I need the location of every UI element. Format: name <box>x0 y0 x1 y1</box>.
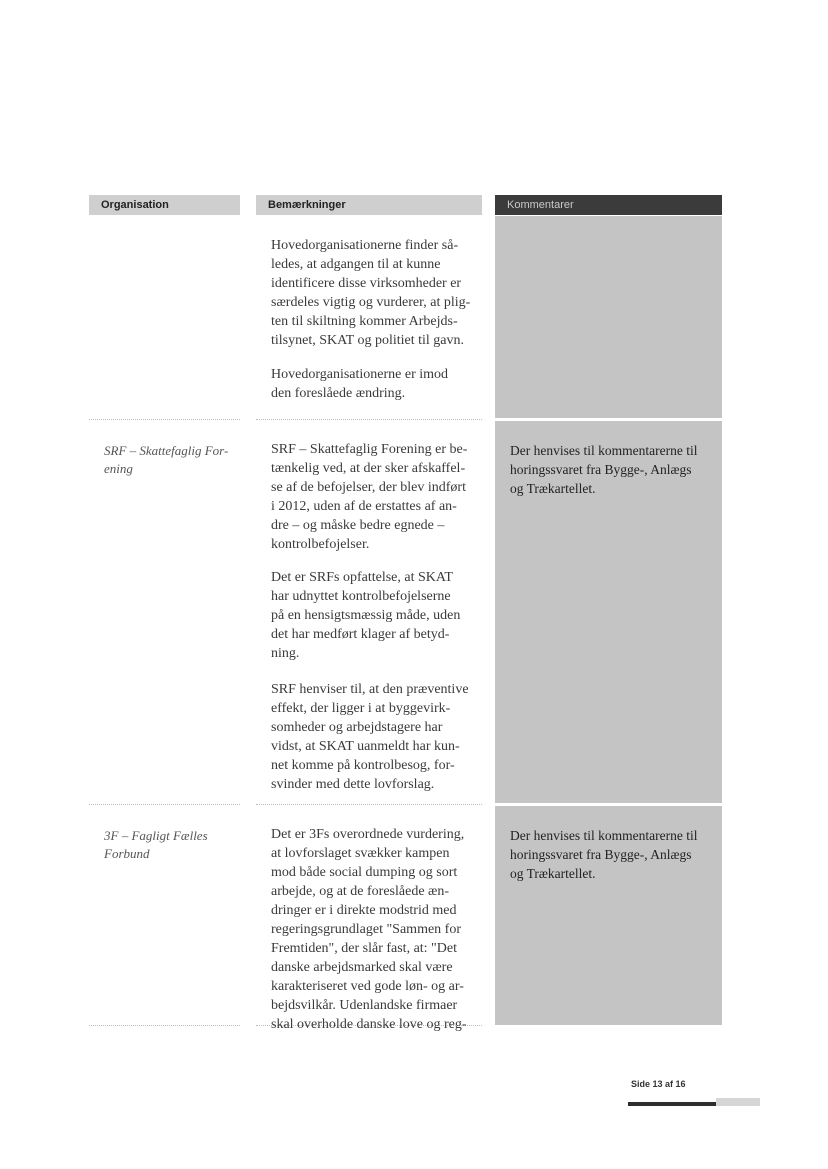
header-kommentarer: Kommentarer <box>495 195 722 215</box>
header-bemaerkninger: Bemærkninger <box>256 195 482 215</box>
page-number: Side 13 af 16 <box>631 1079 686 1089</box>
row-separator <box>256 419 482 420</box>
bemaerkning-paragraph: Det er 3Fs overordnede vurdering, at lovforslaget svækker kampen mod både social dumping og sort arbejde, og at de foreslåede æn- dringer er i direkte modstrid med regeringsgrundlaget "Sammen for Fremtiden", der slår fast, at: "Det danske arbejdsmarked skal være karakteriseret ved gode løn- og ar- bejdsvilkår. Udenlandske firmaer skal overholde danske love og reg- <box>271 827 467 1032</box>
organisation-name: SRF – Skattefaglig For- ening <box>104 443 229 476</box>
row-separator <box>256 804 482 805</box>
footer-bar-light <box>716 1098 760 1106</box>
row-separator <box>89 1025 240 1026</box>
bemaerkning-paragraph: Hovedorganisationerne er imod den foreslåede ændring. <box>271 367 449 401</box>
organisation-name: 3F – Fagligt Fælles Forbund <box>104 828 208 861</box>
bemaerkning-paragraph: SRF – Skattefaglig Forening er be- tænkelig ved, at der sker afskaffel- se af de befojelser, der blev indført i 2012, uden af de erstattes af an- dre – og måske bedre egnede – kontrolbefojelser. <box>271 442 468 552</box>
bemaerkning-paragraph: SRF henviser til, at den præventive effekt, der ligger i at byggevirk- somheder og arbejdstagere har vidst, at SKAT uanmeldt har kun- net komme på kontrolbesog, for- svinder med dette lovforslag. <box>271 682 469 792</box>
bemaerkning-paragraph: Hovedorganisationerne finder så- ledes, at adgangen til at kunne identificere disse virksomheder er særdeles vigtig og vurderer, at plig- ten til skiltning kommer Arbejds- tilsynet, SKAT og politiet til gavn. <box>271 238 471 348</box>
row-separator <box>89 804 240 805</box>
kommentar-text: Der henvises til kommentarerne til horingssvaret fra Bygge-, Anlægs og Trækartellet. <box>510 443 698 496</box>
kommentar-cell-1 <box>495 216 722 418</box>
row-separator <box>89 419 240 420</box>
header-organisation: Organisation <box>89 195 240 215</box>
bemaerkning-paragraph: Det er SRFs opfattelse, at SKAT har udnyttet kontrolbefojelserne på en hensigtsmæssig måde, uden det har medført klager af betyd- ning. <box>271 570 461 661</box>
footer-bar-dark <box>628 1102 716 1106</box>
kommentar-text: Der henvises til kommentarerne til horingssvaret fra Bygge-, Anlægs og Trækartellet. <box>510 828 698 881</box>
